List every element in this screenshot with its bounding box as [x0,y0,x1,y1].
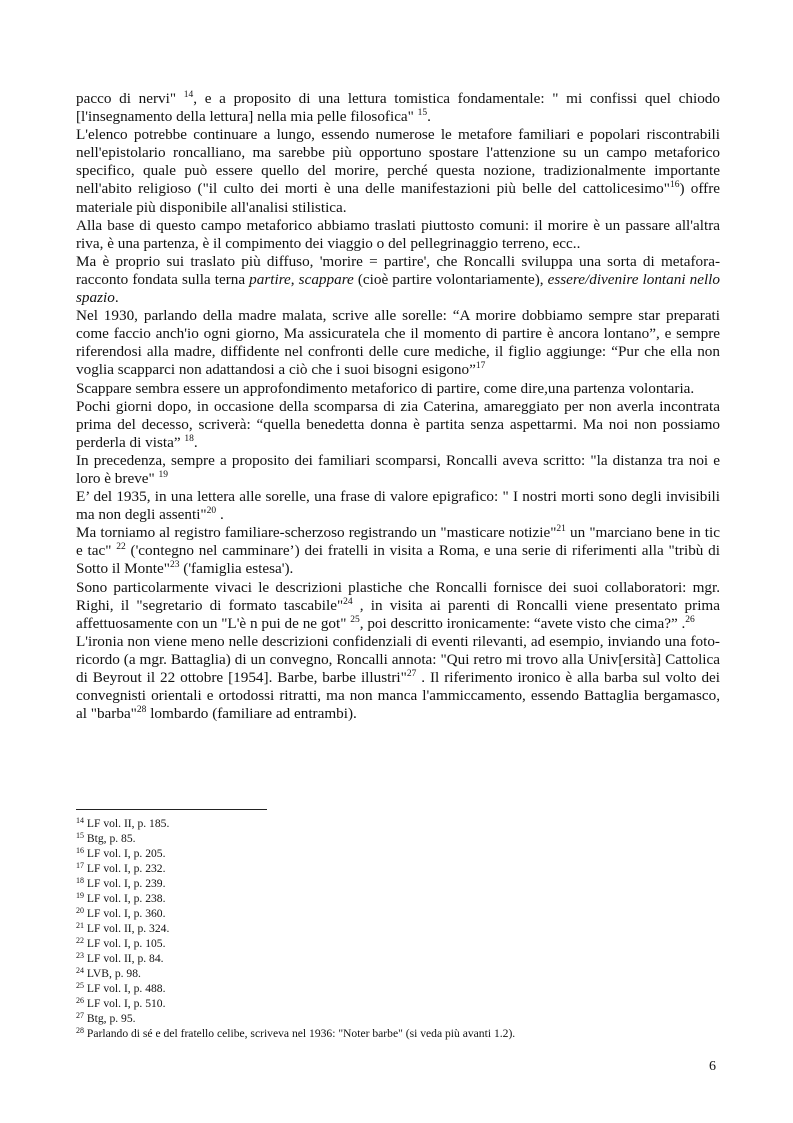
footnote-text: LF vol. I, p. 488. [84,982,166,995]
footnote-ref[interactable]: 15 [417,108,428,119]
paragraph [76,452,720,488]
footnote-ref[interactable]: 25 [350,614,360,625]
footnote-text: LVB, p. 98. [84,967,141,980]
footnote-number: 18 [76,876,84,885]
footnote-text: LF vol. I, p. 360. [84,907,166,920]
footnote-ref[interactable]: 21 [556,524,566,535]
footnote-number: 19 [76,891,84,900]
text-run: L'ironia non viene meno nelle descrizioni confidenziali di eventi rilevanti, ad esempio, inviando una foto-ricordo (a mgr. Battaglia) di un convegno, Roncalli annota: "Qui retro mi trovo alla Univ[ersità] Cattolica di Beyrout il 22 ottobre [1954]. Barbe, barbe illustri" [76,632,720,686]
footnote [76,891,720,906]
paragraph [76,579,720,633]
footnote-number: 16 [76,846,84,855]
footnote-text: LF vol. I, p. 105. [84,937,166,950]
footnote-number: 25 [76,981,84,990]
footnote-ref[interactable]: 19 [158,469,169,480]
paragraph [76,398,720,452]
footnote [76,831,720,846]
paragraph [76,90,720,126]
text-run: In precedenza, sempre a proposito dei familiari scomparsi, Roncalli aveva scritto: "la distanza tra noi e loro è breve" [76,451,720,487]
footnote-text: LF vol. I, p. 232. [84,862,166,875]
footnote [76,906,720,921]
footnote-text: LF vol. I, p. 239. [84,877,166,890]
paragraph [76,488,720,524]
footnote-ref[interactable]: 28 [136,705,147,716]
footnote-ref[interactable]: 18 [184,433,194,444]
footnote-text: LF vol. I, p. 238. [84,892,166,905]
footnote-ref[interactable]: 16 [669,180,680,191]
footnote [76,1026,720,1041]
paragraph [76,633,720,723]
footnote [76,1011,720,1026]
footnote-text: LF vol. II, p. 185. [84,817,170,830]
footnote [76,921,720,936]
text-run: Pochi giorni dopo, in occasione della scomparsa di zia Caterina, amareggiato per non averla incontrata prima del decesso, scriverà: “quella benedetta donna è partita senza aspettarmi. Ma noi non possiamo perderla di vista” [76,397,720,451]
footnote-text: LF vol. I, p. 510. [84,997,166,1010]
page-number: 6 [709,1059,716,1074]
footnote-ref[interactable]: 27 [406,669,417,679]
footnote-number: 20 [76,906,84,915]
text-run: . [427,108,431,126]
footnote [76,861,720,876]
text-run: , [290,270,299,288]
footnote-number: 23 [76,951,84,960]
footnote-text: Btg, p. 95. [84,1012,136,1025]
paragraph [76,380,720,398]
text-run: Scappare sembra essere un approfondimento metaforico di partire, come dire,una partenza volontaria. [76,379,695,397]
body-text [76,90,720,723]
footnotes [76,816,720,1041]
italic-term: partire [249,270,291,288]
text-run: Nel 1930, parlando della madre malata, scrive alle sorelle: “A morire dobbiamo sempre star preparati come faccio anch'io ogni giorno, Ma assicuratela che il momento di partire è ancora lontano”, e sempre riferendosi alla madre, diffidente nel confronti delle cure mediche, il figlio aggiunge: “Pur che ella non voglia scapparci non adattandosi a ciò che i suoi bisogni esigono” [76,307,720,379]
footnote-number: 27 [76,1011,84,1020]
footnote-text: LF vol. II, p. 324. [84,922,170,935]
paragraph [76,307,720,379]
paragraph [76,253,720,307]
footnote [76,816,720,831]
text-run: ) offre materiale più disponibile all'analisi stilistica. [76,180,720,216]
footnote [76,996,720,1011]
footnote [76,876,720,891]
footnote-text: LF vol. II, p. 84. [84,952,164,965]
paragraph [76,126,720,216]
footnote-ref[interactable]: 17 [475,361,486,372]
text-run: Sono particolarmente vivaci le descrizioni plastiche che Roncalli fornisce dei suoi collaboratori: mgr. Righi, il "segretario di formato tascabile" [76,578,720,614]
footnote-ref[interactable]: 23 [169,560,180,571]
footnote [76,966,720,981]
text-run: Ma torniamo al registro familiare-scherzoso registrando un "masticare notizie" [76,524,557,542]
text-run: un "marciano bene in tic e tac" [76,524,720,560]
italic-term: essere/divenire lontani nello spazio [76,270,720,307]
footnote-number: 26 [76,996,84,1005]
footnote [76,936,720,951]
text-run: . [114,289,119,307]
text-run: ('contegno nel camminare’) dei fratelli in visita a Roma, e una serie di riferimenti alla "tribù di Sotto il Monte" [76,542,720,578]
text-run: lombardo (familiare ad entrambi). [146,705,357,723]
footnote-number: 17 [76,861,84,870]
text-run: Alla base di questo campo metaforico abbiamo traslati piuttosto comuni: il morire è un passare all'altra riva, è una partenza, è il compimento dei viaggio o del pellegrinaggio terreno, ecc.. [76,216,720,252]
text-run: . [216,506,224,524]
footnote-ref[interactable]: 14 [183,90,194,100]
footnote-number: 24 [76,966,84,975]
footnote-text: Parlando di sé e del fratello celibe, scriveva nel 1936: "Noter barbe" (si veda più avanti 1.2). [84,1027,516,1040]
footnote-ref[interactable]: 20 [206,506,217,517]
footnote-number: 21 [76,921,84,930]
footnote-number: 15 [76,831,84,840]
footnote-separator [76,809,267,810]
text-run: ('famiglia estesa'). [179,560,294,578]
footnote-number: 28 [76,1026,84,1035]
italic-term: scappare [298,270,354,288]
footnote [76,951,720,966]
paragraph [76,217,720,253]
text-run: . Il riferimento ironico è alla barba sul volto dei convegnisti orientali e ortodossi ritratti, ma non manca l'ammiccamento, essendo Battaglia bergamasco, al "barba" [76,669,720,723]
footnote-number: 22 [76,936,84,945]
text-run: , in visita ai parenti di Roncalli viene presentato prima affettuosamente con un "L'è n pui de ne got" [76,596,720,632]
text-run: Ma è proprio sui traslato più diffuso, 'morire = partire', che Roncalli sviluppa una sorta di metafora-racconto fondata sulla terna [76,252,720,288]
footnote-number: 14 [76,816,84,825]
footnote [76,981,720,996]
footnote [76,846,720,861]
footnote-ref[interactable]: 24 [343,596,353,607]
text-run: E’ del 1935, in una lettera alle sorelle, una frase di valore epigrafico: " I nostri morti sono degli invisibili ma non degli assenti" [76,488,720,524]
footnote-ref[interactable]: 26 [685,614,695,625]
text-run: (cioè partire volontariamente), [353,270,548,288]
text-run: . [193,433,198,451]
text-run: L'elenco potrebbe continuare a lungo, essendo numerose le metafore familiari e popolari riscontrabili nell'epistolario roncalliano, ma sarebbe più opportuno spostare l'attenzione su un campo metaforico specifico, quale può essere quello del morire, perché questa nozione, tradizionalmente importante nell'abito religioso ("il culto dei morti è una delle manifestazioni più belle del cattolicesimo" [76,126,720,198]
text-run: , e a proposito di una lettura tomistica fondamentale: " mi confissi quel chiodo [l'insegnamento della lettura] nella mia pelle filosofica" [76,90,720,126]
paragraph [76,524,720,578]
footnote-text: Btg, p. 85. [84,832,136,845]
footnote-ref[interactable]: 22 [116,542,126,553]
footnote-text: LF vol. I, p. 205. [84,847,166,860]
text-run: , poi descritto ironicamente: “avete visto che cima?” . [359,614,686,632]
text-run: pacco di nervi" [76,90,184,107]
